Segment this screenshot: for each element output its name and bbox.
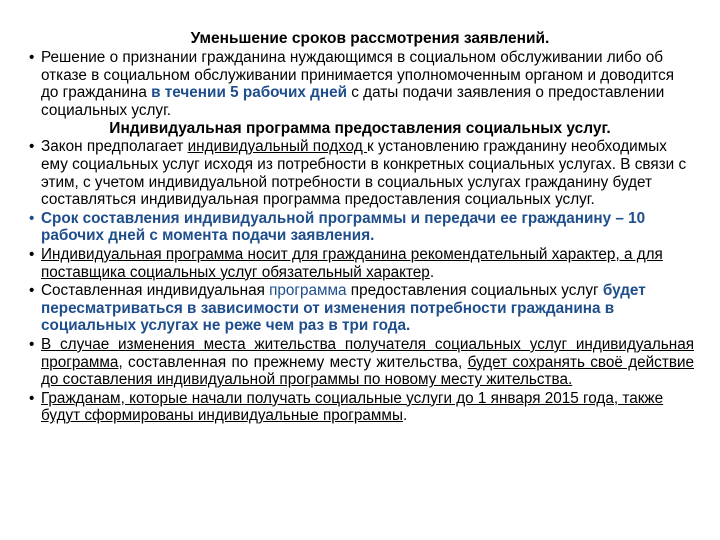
- bullet-icon: •: [29, 49, 35, 66]
- text-span: .: [402, 407, 408, 425]
- bullet-list: [26, 138, 694, 425]
- list-item-decision-term: [26, 49, 694, 119]
- bullet-icon: •: [29, 245, 35, 263]
- underlined-span: Гражданам, которые начали получать социальные услуги до 1 января 2015 года, также будут сформированы индивидуальные программы: [41, 389, 664, 425]
- text-span: предоставления социальных услуг: [346, 282, 603, 300]
- heading-reduced-terms: Уменьшение сроков рассмотрения заявлений.: [190, 30, 550, 47]
- list-item-program-term: [26, 210, 694, 245]
- text-span: к установлению гражданину необходимых ему социальных услуг исходя из потребности в конкретных социальных услугах. В связи с этим, с учетом индивидуальной потребности в социальных услугах гражданину будет составляться индивидуальная программа предоставления социальных услуг.: [41, 138, 687, 209]
- bullet-icon: •: [29, 282, 35, 300]
- underlined-span: будет сохранять своё действие до составления индивидуальной программы по новому месту жительства.: [41, 353, 695, 389]
- highlight-span: программа: [269, 282, 347, 300]
- list-item-program-character: [26, 246, 694, 281]
- text-span: Закон предполагает: [41, 138, 188, 156]
- list-item-residence-change: [26, 336, 694, 389]
- text-span: , составленная по прежнему месту жительства,: [118, 353, 468, 371]
- bullet-icon: •: [29, 389, 35, 407]
- text-span: Составленная индивидуальная: [41, 282, 270, 300]
- text-span: .: [429, 263, 435, 281]
- bullet-list: [26, 49, 694, 119]
- underlined-span: индивидуальный подход: [187, 138, 367, 156]
- underlined-span: Индивидуальная программа носит для гражданина рекомендательный характер, а для поставщика социальных услуг обязательный характер: [41, 245, 663, 281]
- bullet-icon: •: [29, 209, 35, 227]
- list-item-transition-2015: [26, 390, 694, 425]
- list-item-individual-approach: [26, 138, 694, 208]
- highlight-span: Срок составления индивидуальной программы и передачи ее гражданину – 10 рабочих дней с момента подачи заявления.: [41, 209, 646, 245]
- heading-individual-program: Индивидуальная программа предоставления социальных услуг.: [109, 120, 611, 138]
- underlined-span: В случае изменения места жительства получателя социальных услуг индивидуальная программа: [41, 335, 694, 371]
- text-span: с даты подачи заявления о предоставлении социальных услуг.: [41, 84, 665, 119]
- bullet-icon: •: [29, 138, 35, 156]
- highlight-span: в течении 5 рабочих дней: [151, 84, 348, 102]
- text-span: Решение о признании гражданина нуждающимся в социальном обслуживании либо об отказе в социальном обслуживании принимается уполномоченным органом и доводится до гражданина: [41, 49, 675, 102]
- highlight-span: будет пересматриваться в зависимости от изменения потребности гражданина в социальных услугах не реже чем раз в три года.: [41, 282, 646, 335]
- list-item-program-review: [26, 282, 694, 335]
- bullet-icon: •: [29, 335, 35, 353]
